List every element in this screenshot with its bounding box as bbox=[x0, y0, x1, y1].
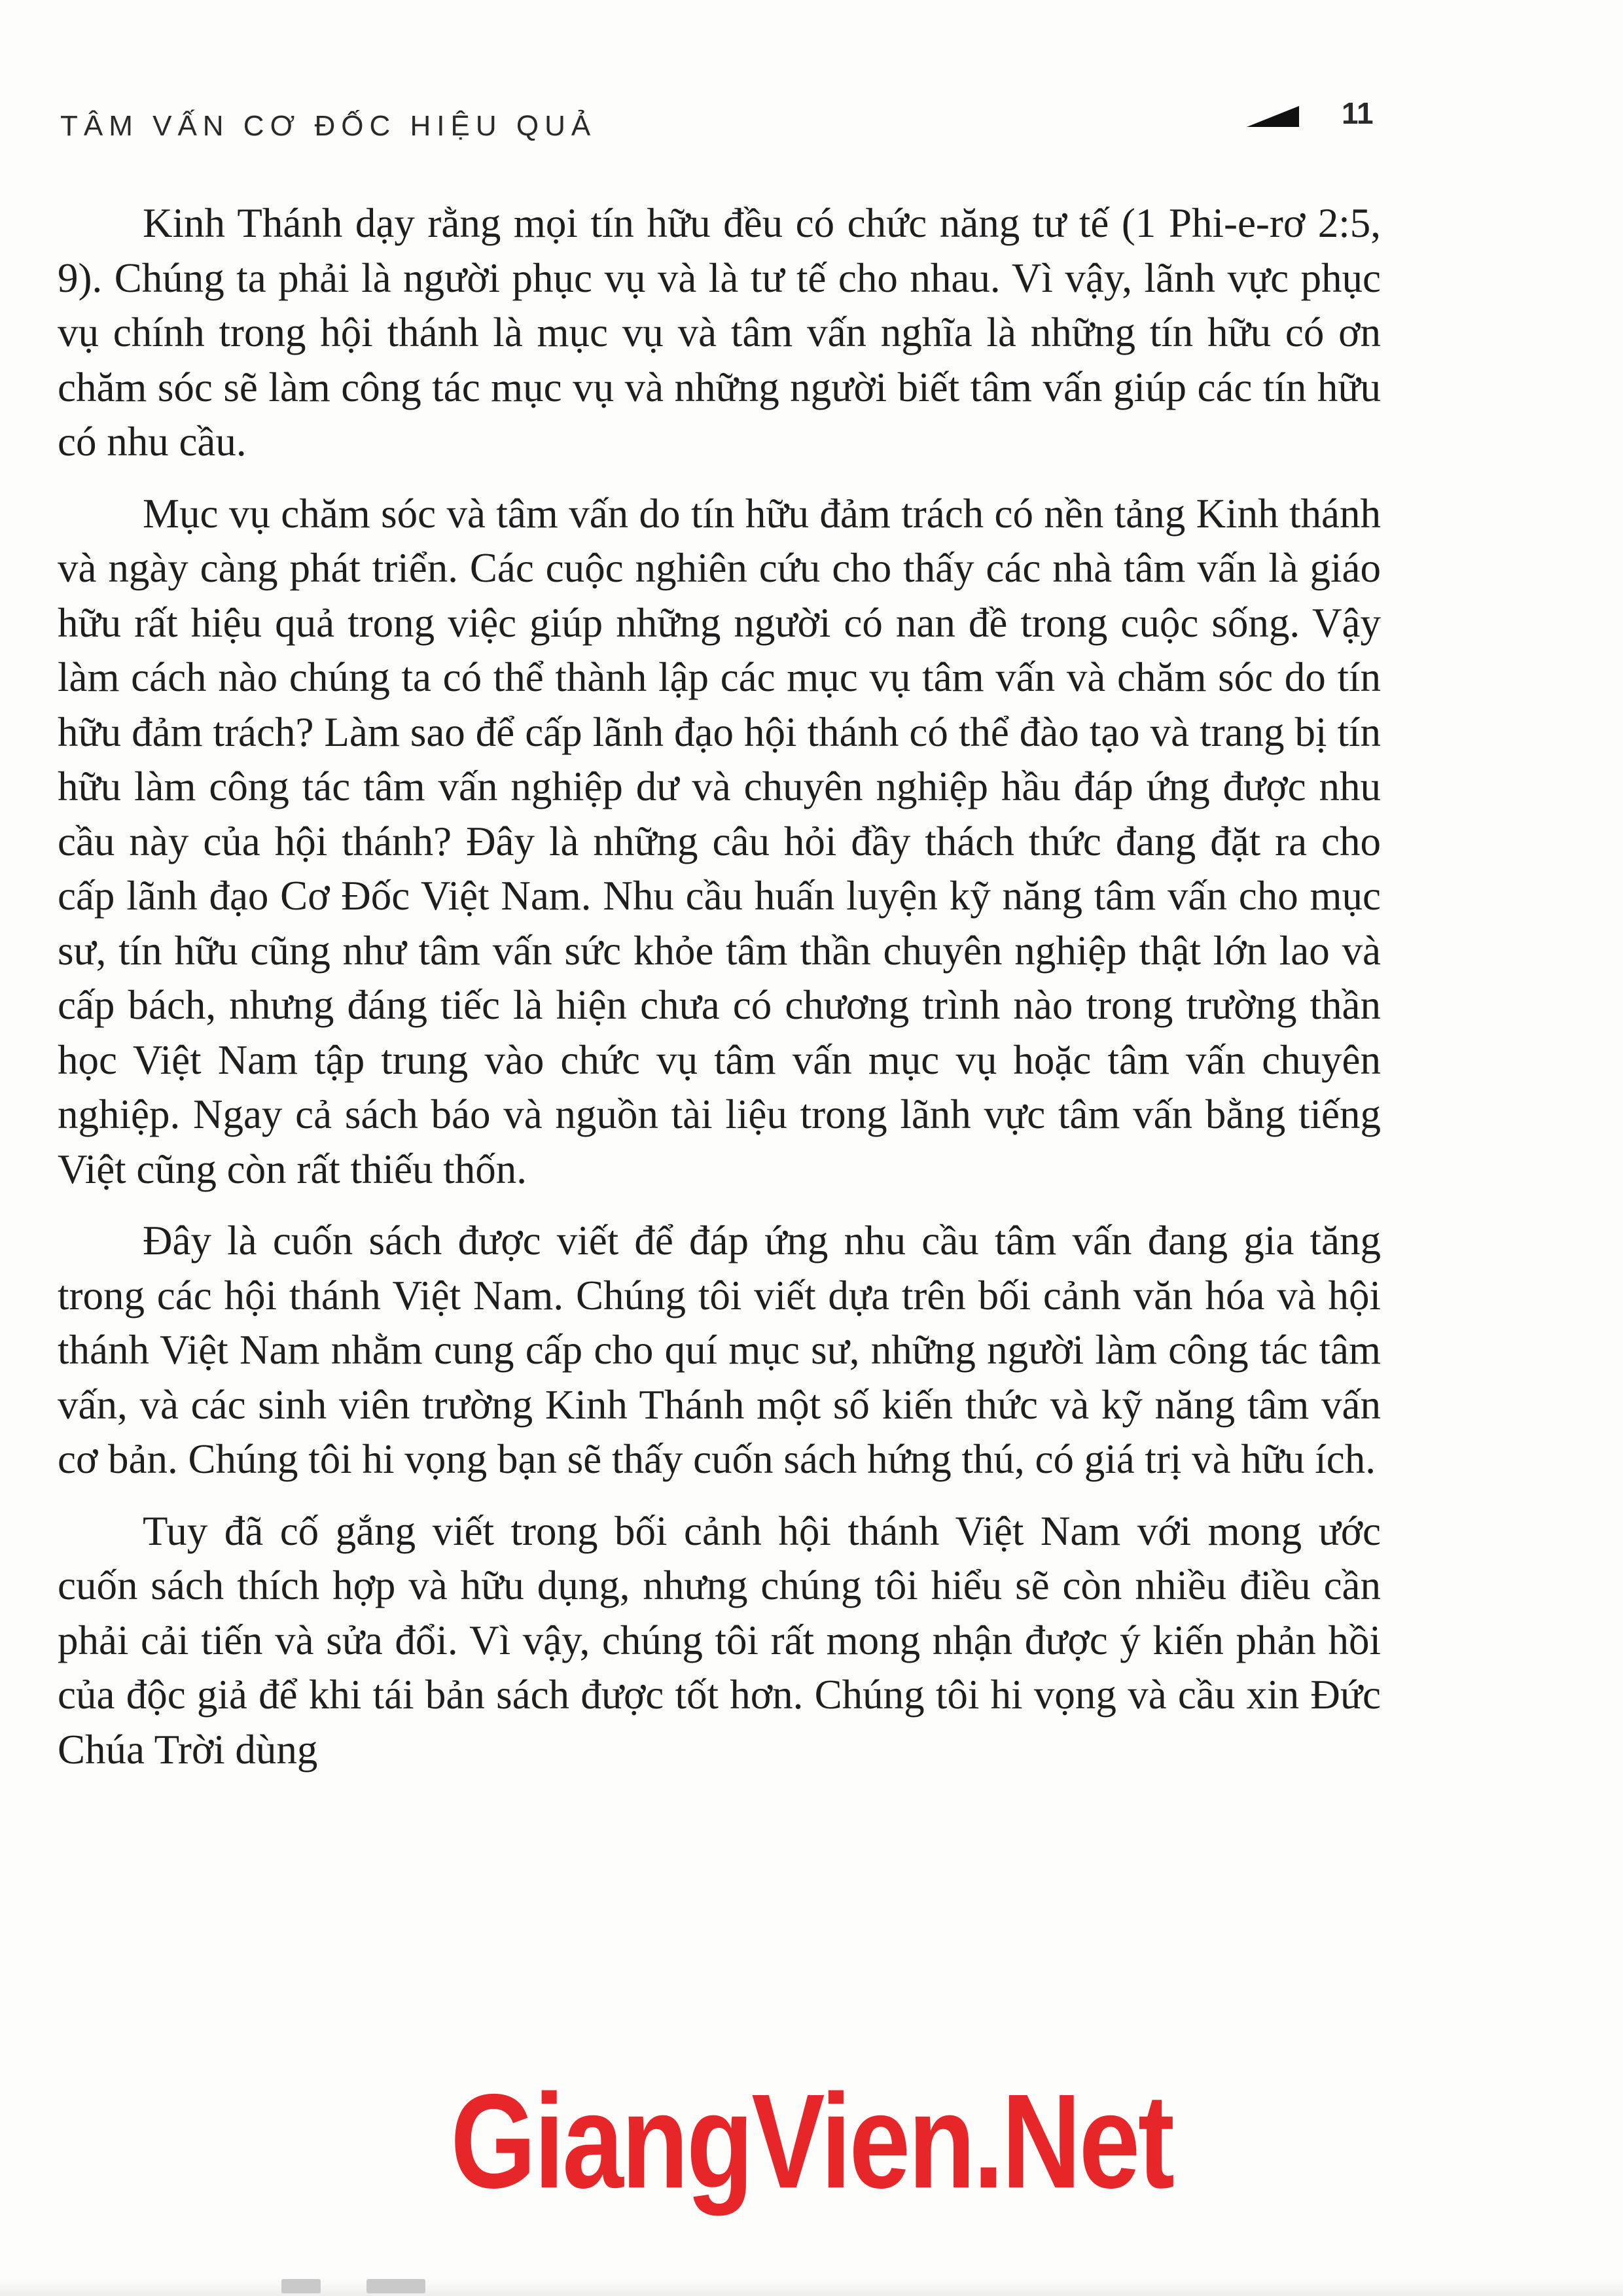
running-title: TÂM VẤN CƠ ĐỐC HIỆU QUẢ bbox=[60, 110, 597, 142]
page-number: 11 bbox=[1342, 96, 1374, 130]
watermark-logo: GiangVien.Net bbox=[450, 2066, 1173, 2216]
scan-smudge-left bbox=[281, 2279, 321, 2293]
body-text bbox=[58, 196, 1381, 1794]
scan-edge bbox=[0, 2279, 1623, 2296]
paragraph-3: Đây là cuốn sách được viết để đáp ứng nhu cầu tâm vấn đang gia tăng trong các hội thánh Việt Nam. Chúng tôi viết dựa trên bối cảnh văn hóa và hội thánh Việt Nam nhằm cung cấp cho quí mục sư, những người làm công tác tâm vấn, và các sinh viên trường Kinh Thánh một số kiến thức và kỹ năng tâm vấn cơ bản. Chúng tôi hi vọng bạn sẽ thấy cuốn sách hứng thú, có giá trị và hữu ích. bbox=[58, 1218, 1381, 1482]
paragraph-4: Tuy đã cố gắng viết trong bối cảnh hội thánh Việt Nam với mong ước cuốn sách thích hợp và hữu dụng, nhưng chúng tôi hiểu sẽ còn nhiều điều cần phải cải tiến và sửa đổi. Vì vậy, chúng tôi rất mong nhận được ý kiến phản hồi của độc giả để khi tái bản sách được tốt hơn. Chúng tôi hi vọng và cầu xin Đức Chúa Trời dùng bbox=[58, 1508, 1381, 1773]
scan-smudge-right bbox=[366, 2279, 425, 2293]
paragraph-1: Kinh Thánh dạy rằng mọi tín hữu đều có chức năng tư tế (1 Phi-e-rơ 2:5, 9). Chúng ta phải là người phục vụ và là tư tế cho nhau. Vì vậy, lãnh vực phục vụ chính trong hội thánh là mục vụ và tâm vấn nghĩa là những tín hữu có ơn chăm sóc sẽ làm công tác mục vụ và những người biết tâm vấn giúp các tín hữu có nhu cầu. bbox=[58, 200, 1381, 465]
page-marker-icon bbox=[1247, 105, 1299, 131]
paragraph-2: Mục vụ chăm sóc và tâm vấn do tín hữu đảm trách có nền tảng Kinh thánh và ngày càng phát triển. Các cuộc nghiên cứu cho thấy các nhà tâm vấn là giáo hữu rất hiệu quả trong việc giúp những người có nan đề trong cuộc sống. Vậy làm cách nào chúng ta có thể thành lập các mục vụ tâm vấn và chăm sóc do tín hữu đảm trách? Làm sao để cấp lãnh đạo hội thánh có thể đào tạo và trang bị tín hữu làm công tác tâm vấn nghiệp dư và chuyên nghiệp hầu đáp ứng được nhu cầu này của hội thánh? Đây là những câu hỏi đầy thách thức đang đặt ra cho cấp lãnh đạo Cơ Đốc Việt Nam. Nhu cầu huấn luyện kỹ năng tâm vấn cho mục sư, tín hữu cũng như tâm vấn sức khỏe tâm thần chuyên nghiệp thật lớn lao và cấp bách, nhưng đáng tiếc là hiện chưa có chương trình nào trong trường thần học Việt Nam tập trung vào chức vụ tâm vấn mục vụ hoặc tâm vấn chuyên nghiệp. Ngay cả sách báo và nguồn tài liệu trong lãnh vực tâm vấn bằng tiếng Việt cũng còn rất thiếu thốn. bbox=[58, 490, 1381, 1192]
